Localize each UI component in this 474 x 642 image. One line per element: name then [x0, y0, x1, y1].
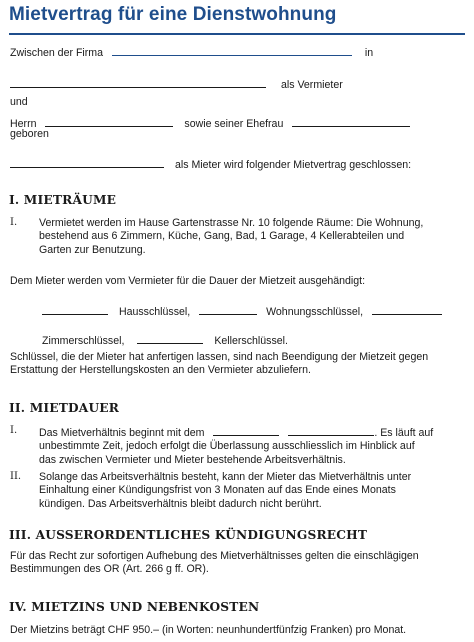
tenant-name-blank[interactable] — [45, 116, 173, 127]
room-key-label: Zimmerschlüssel, — [42, 335, 125, 347]
intro-mieter-clause: als Mieter wird folgender Mietvertrag geschlossen: — [174, 159, 412, 171]
apartment-key-count-blank[interactable] — [199, 304, 257, 315]
start-date-suffix: . Es läuft auf — [374, 427, 434, 439]
spouse-name-blank[interactable] — [292, 116, 410, 127]
section-1-heading: I. MIETRÄUME — [9, 193, 117, 207]
section-2-item-2-line: Einhaltung einer Kündigungsfrist von 3 Monaten auf das Ende eines Monats — [39, 484, 396, 497]
keys-row-1 — [42, 304, 442, 319]
section-2-item-2-line: Solange das Arbeitsverhältnis besteht, kann der Mieter das Mietverhältnis unter — [39, 471, 412, 483]
rent-amount: 950.– — [132, 624, 159, 636]
section-2-item-2-text — [39, 471, 466, 511]
section-2-item-2-line: kündigen. Das Arbeitsverhältnis bleibt dadurch nicht berührt. — [39, 497, 322, 510]
section-3-text — [10, 550, 466, 577]
intro-herrn-label: Herrn — [10, 118, 37, 130]
intro-vermieter-line — [10, 77, 343, 92]
intro-in-label: in — [364, 47, 374, 59]
section-3-line: Bestimmungen des OR (Art. 266 g ff. OR). — [10, 563, 209, 576]
intro-und: und — [10, 96, 28, 108]
section-2-item-2-number: II. — [10, 471, 22, 482]
section-2-item-1-number: I. — [10, 425, 18, 436]
rent-words: (in Worten: neunhundertfünfzig Franken) pro Monat. — [161, 624, 407, 636]
start-date-blank[interactable] — [213, 425, 279, 436]
section-2-start-line — [39, 425, 466, 440]
document-title: Mietvertrag für eine Dienstwohnung — [9, 4, 337, 25]
landlord-location-blank[interactable] — [10, 77, 266, 88]
intro-mieter-line — [10, 157, 411, 172]
firm-name-blank[interactable] — [112, 45, 352, 56]
section-2-item-1-line: unbestimmte Zeit, jedoch erfolgt die Überlassung ausschliesslich im Hinblick auf — [39, 440, 415, 453]
keys-row-2 — [42, 333, 288, 348]
start-date-label: Das Mietverhältnis beginnt mit dem — [39, 427, 205, 439]
apartment-key-label: Wohnungsschlüssel, — [266, 306, 364, 318]
section-2-heading: II. MIETDAUER — [9, 401, 120, 415]
intro-zwischen-label: Zwischen der Firma — [10, 47, 104, 59]
section-4-heading: IV. MIETZINS UND NEBENKOSTEN — [9, 600, 260, 614]
intro-ehefrau-label: sowie seiner Ehefrau — [184, 118, 284, 130]
section-1-item-line: Vermietet werden im Hause Gartenstrasse Nr. 10 folgende Räume: Die Wohnung, — [39, 217, 424, 229]
section-1-item-line: Garten zur Benutzung. — [39, 243, 146, 256]
keys-intro: Dem Mieter werden vom Vermieter für die Dauer der Mietzeit ausgehändigt: — [10, 275, 366, 287]
rent-line — [10, 624, 406, 637]
rent-label: Der Mietzins beträgt CHF — [10, 624, 130, 636]
intro-vermieter-label: als Vermieter — [280, 79, 343, 91]
section-1-item-number: I. — [10, 217, 18, 228]
tenant-details-blank[interactable] — [10, 157, 164, 168]
section-1-item-text — [39, 217, 466, 257]
extra-key-count-blank[interactable] — [372, 304, 442, 315]
house-key-label: Hausschlüssel, — [118, 306, 191, 318]
cellar-key-count-blank[interactable] — [137, 333, 203, 344]
section-2-item-1-text — [39, 425, 466, 467]
keys-return-line: Schlüssel, die der Mieter hat anfertigen lassen, sind nach Beendigung der Mietzeit gegen — [10, 351, 429, 363]
start-date-extra-blank[interactable] — [288, 425, 374, 436]
title-underline — [9, 33, 465, 35]
intro-herrn-line — [10, 116, 410, 131]
section-2-item-1-line: das zwischen Vermieter und Mieter bestehende Arbeitsverhältnis. — [39, 453, 346, 466]
keys-return-text — [10, 351, 466, 378]
intro-firm-line — [10, 45, 373, 60]
section-1-item-line: bestehend aus 6 Zimmern, Küche, Gang, Bad, 1 Garage, 4 Kellerabteilen und — [39, 230, 405, 243]
house-key-count-blank[interactable] — [42, 304, 108, 315]
intro-geboren: geboren — [10, 128, 49, 140]
cellar-key-label: Kellerschlüssel. — [214, 335, 288, 347]
keys-return-line: Erstattung der Herstellungskosten an den Vermieter abzuliefern. — [10, 364, 311, 377]
section-3-line: Für das Recht zur sofortigen Aufhebung des Mietverhältnisses gelten die einschlägigen — [10, 550, 419, 562]
section-3-heading: III. AUSSERORDENTLICHES KÜNDIGUNGSRECHT — [9, 528, 368, 542]
